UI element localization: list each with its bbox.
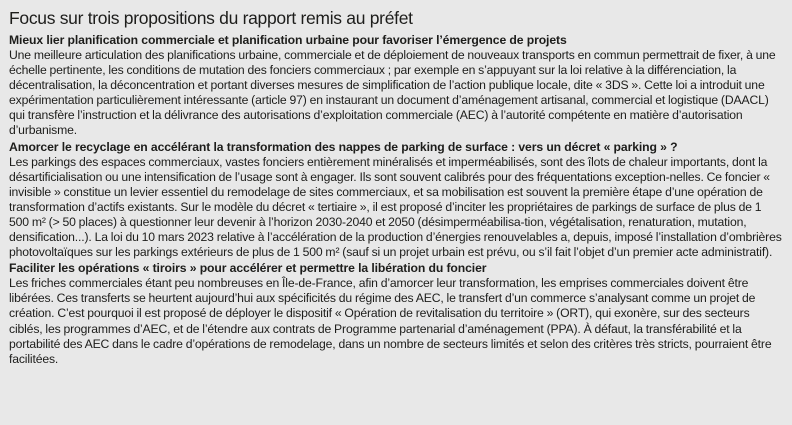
- section-heading: Mieux lier planification commerciale et planification urbaine pour favoriser l’émergence de projets: [9, 33, 567, 47]
- section-tiroirs: [9, 261, 784, 367]
- section-planification: [9, 33, 784, 139]
- section-body: Une meilleure articulation des planifications urbaine, commerciale et de déploiement de nouveaux transports en commun permettrait de fixer, à une échelle pertinente, les conditions de mutation des fonciers commerciaux ; par exemple en s’appuyant sur la loi relative à la différenciation, la décentralisation, la déconcentration et portant diverses mesures de simplification de l’action publique locale, dite « 3DS ». Cette loi a introduit une expérimentation particulièrement intéressante (article 97) en instaurant un document d’aménagement artisanal, commercial et logistique (DAACL) qui transfère l’instruction et la délivrance des autorisations d’exploitation commerciale (AEC) à l’autorité compétente en matière d’autorisation d’urbanisme.: [9, 48, 776, 138]
- box-title: Focus sur trois propositions du rapport remis au préfet: [9, 8, 413, 28]
- section-heading: Amorcer le recyclage en accélérant la transformation des nappes de parking de surface : vers un décret « parking » ?: [9, 139, 678, 154]
- section-heading: Faciliter les opérations « tiroirs » pour accélérer et permettre la libération du foncier: [9, 261, 487, 276]
- section-body: Les parkings des espaces commerciaux, vastes fonciers entièrement minéralisés et imperméabilisés, sont des îlots de chaleur importants, dont la désartificialisation ou une intensification de l’usage sont à engager. Ils sont souvent calibrés pour des fréquentations exception-nelles. Ce foncier « invisible » constitue un levier essentiel du remodelage de sites commerciaux, et sa mobilisation est souvent la première étape d’une opération de transformation d’actifs existants. Sur le modèle du décret « tertiaire », il est proposé d’inciter les propriétaires de parkings de surface de plus de 1 500 m² (> 50 places) à questionner leur devenir à l’horizon 2030-2040 et 2050 (désimperméabilisa-tion, végétalisation, renaturation, mutation, densification...). La loi du 10 mars 2023 relative à l’accélération de la production d’énergies renouvelables a, depuis, imposé l’installation d’ombrières photovoltaïques sur les parkings extérieurs de plus de 1 500 m² (sauf si un projet urbain est prévu, ou s’il fait l’objet d’un premier acte administratif).: [9, 154, 782, 260]
- section-body: Les friches commerciales étant peu nombreuses en Île-de-France, afin d’amorcer leur transformation, les emprises commerciales doivent être libérées. Ces transferts se heurtent aujourd’hui aux spécificités du régime des AEC, le transfert d’un commerce s’analysant comme un projet de création. C’est pourquoi il est proposé de déployer le dispositif « Opération de revitalisation du territoire » (ORT), qui exonère, sur des secteurs ciblés, les programmes d’AEC, et de l’étendre aux contrats de Programme partenarial d’aménagement (PPA). À défaut, la transférabilité et la portabilité des AEC dans le cadre d’opérations de remodelage, dans un nombre de secteurs limités et selon des critères très stricts, pourraient être facilitées.: [9, 276, 772, 366]
- section-parking: [9, 140, 784, 261]
